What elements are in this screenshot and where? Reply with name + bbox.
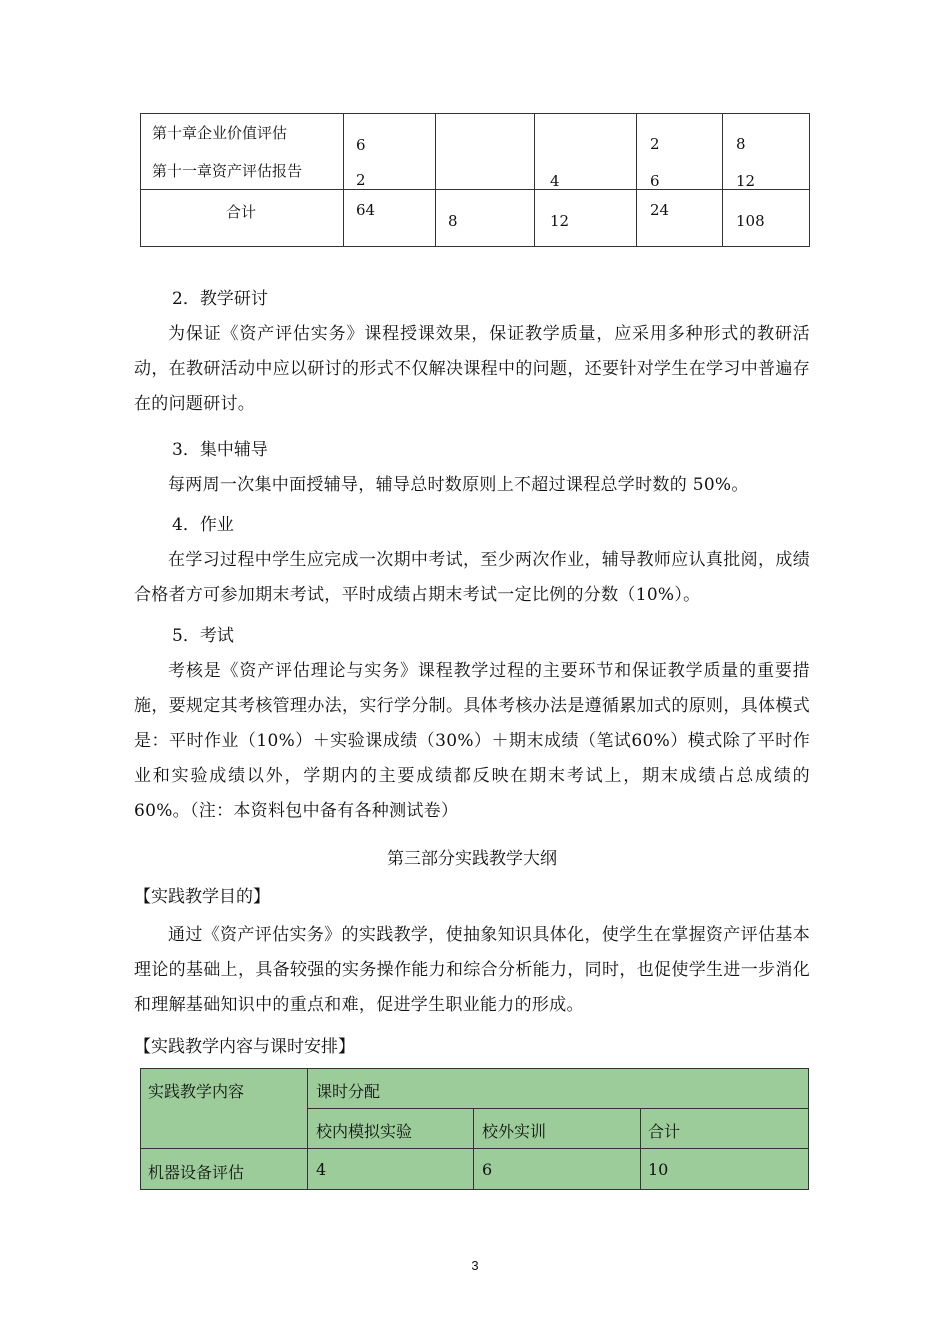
chapter-label: 第十一章资产评估报告 — [152, 162, 303, 180]
table-cell: 12 — [736, 172, 756, 190]
table-cell: 6 — [482, 1160, 493, 1179]
table-cell: 24 — [650, 201, 670, 219]
section-paragraph: 为保证《资产评估实务》课程授课效果，保证教学质量，应采用多种形式的教研活动，在教研活动中应以研讨的形式不仅解决课程中的问题，还要针对学生在学习中普遍存在的问题研讨。 — [134, 324, 810, 414]
practice-table — [140, 1068, 809, 1190]
table-header: 实践教学内容 — [148, 1082, 245, 1101]
table-cell: 4 — [316, 1160, 327, 1179]
table-border-top — [140, 113, 810, 114]
table-col-divider — [343, 113, 344, 247]
subsection-heading: 【实践教学目的】 — [134, 887, 270, 907]
table-cell: 8 — [736, 135, 746, 153]
table-header: 课时分配 — [316, 1082, 381, 1101]
section-paragraph: 在学习过程中学生应完成一次期中考试，至少两次作业，辅导教师应认真批阅，成绩合格者方可参加期末考试，平时成绩占期末考试一定比例的分数（10%）。 — [134, 550, 810, 605]
table-cell: 4 — [550, 172, 560, 190]
section-paragraph: 考核是《资产评估理论与实务》课程教学过程的主要环节和保证教学质量的重要措施，要规定其考核管理办法，实行学分制。具体考核办法是遵循累加式的原则，具体模式是：平时作业（10%）＋实验课成绩（30%）＋期末成绩（笔试60%）模式除了平时作业和实验成绩以外，学期内的主要成绩都反映在期末考试上，期末成绩占总成绩的60%。（注：本资料包中备有各种测试卷） — [134, 661, 810, 821]
table-cell: 108 — [736, 212, 765, 230]
table-subheader: 校外实训 — [482, 1122, 547, 1141]
subsection-heading: 【实践教学内容与课时安排】 — [134, 1037, 355, 1057]
table-border-right — [808, 1068, 809, 1190]
table-col-divider — [640, 1108, 641, 1190]
table-border-right — [809, 113, 810, 247]
section-heading: 2．教学研讨 — [172, 289, 268, 309]
table-row-label: 机器设备评估 — [148, 1163, 245, 1182]
table-col-divider — [435, 113, 436, 247]
table-cell: 8 — [448, 212, 458, 230]
table-cell: 12 — [550, 212, 570, 230]
table-border-bottom — [140, 1189, 809, 1190]
table-border-left — [140, 113, 141, 247]
chapter-label: 第十章企业价值评估 — [152, 124, 288, 142]
table-border-bottom — [140, 246, 810, 247]
table-cell: 6 — [356, 136, 366, 154]
table-row-divider — [140, 1148, 809, 1149]
table-col-divider — [307, 1068, 308, 1190]
section-heading: 3．集中辅导 — [172, 440, 268, 460]
table-col-divider — [534, 113, 535, 247]
section-heading: 4．作业 — [172, 515, 234, 535]
table-cell: 2 — [650, 135, 660, 153]
table-border-left — [140, 1068, 141, 1190]
table-cell: 2 — [356, 171, 366, 189]
table-col-divider — [722, 113, 723, 247]
section-paragraph: 每两周一次集中面授辅导，辅导总时数原则上不超过课程总学时数的 50%。 — [168, 475, 749, 495]
table-col-divider — [473, 1108, 474, 1190]
table-subheader: 校内模拟实验 — [316, 1122, 413, 1141]
table-row-divider — [307, 1108, 809, 1109]
section-paragraph: 通过《资产评估实务》的实践教学，使抽象知识具体化，使学生在掌握资产评估基本理论的基础上，具备较强的实务操作能力和综合分析能力，同时，也促使学生进一步消化和理解基础知识中的重点和难，促进学生职业能力的形成。 — [134, 925, 810, 1015]
table-border-top — [140, 1068, 809, 1069]
part-title: 第三部分实践教学大纲 — [387, 849, 557, 869]
table-cell: 6 — [650, 172, 660, 190]
table-cell: 64 — [356, 201, 376, 219]
table-subheader: 合计 — [648, 1122, 681, 1141]
page-number: 3 — [471, 1258, 479, 1273]
section-heading: 5．考试 — [172, 626, 234, 646]
hours-table — [140, 113, 810, 247]
table-row-divider — [140, 189, 810, 190]
total-label: 合计 — [226, 203, 257, 221]
table-cell: 10 — [648, 1160, 669, 1179]
table-col-divider — [636, 113, 637, 247]
